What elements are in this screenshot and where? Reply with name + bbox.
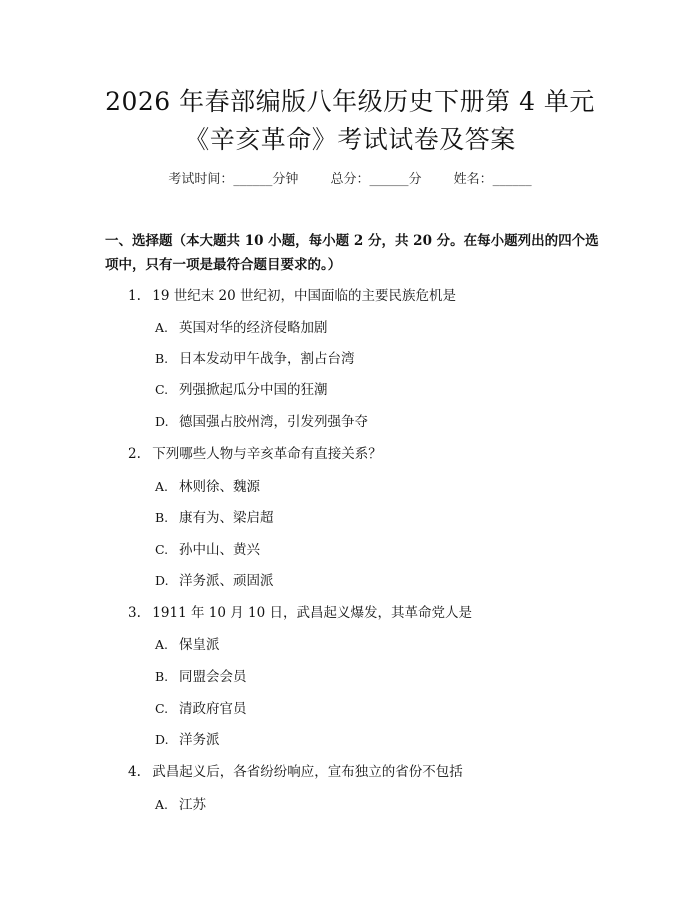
question-2-option-b [155,506,274,526]
option-text: 同盟会会员 [179,669,247,685]
question-2-option-d [155,569,274,589]
option-text: 孙中山、黄兴 [179,542,260,558]
option-text: 德国强占胶州湾，引发列强争夺 [179,414,368,430]
option-letter: A. [155,637,169,652]
option-letter: C. [155,701,169,716]
option-text: 日本发动甲午战争，割占台湾 [179,351,355,367]
question-2-option-c [155,538,260,558]
option-letter: B. [155,351,169,366]
question-2 [128,442,382,462]
option-letter: D. [155,573,169,588]
question-number: 4. [128,764,141,780]
total-score-field: 总分：______分 [330,172,422,187]
question-2-option-a [155,475,260,495]
exam-time-field: 考试时间：______分钟 [168,172,299,187]
question-1-option-b [155,347,355,367]
option-letter: B. [155,669,169,684]
option-text: 洋务派、顽固派 [179,573,274,589]
option-letter: D. [155,732,169,747]
question-1-option-a [155,316,328,336]
option-text: 康有为、梁启超 [179,510,274,526]
question-1 [128,284,456,304]
question-3 [128,601,472,621]
option-letter: A. [155,320,169,335]
question-4 [128,760,463,780]
question-text: 下列哪些人物与辛亥革命有直接关系？ [152,446,382,462]
exam-title-line-2: 《辛亥革命》考试试卷及答案 [184,125,516,154]
option-letter: A. [155,479,169,494]
question-number: 2. [128,446,141,462]
question-3-option-b [155,665,247,685]
option-text: 英国对华的经济侵略加剧 [179,320,328,336]
option-letter: B. [155,510,169,525]
option-letter: D. [155,414,169,429]
question-1-option-d [155,410,368,430]
option-text: 保皇派 [179,637,220,653]
option-text: 洋务派 [179,732,220,748]
question-text: 1911 年 10 月 10 日，武昌起义爆发，其革命党人是 [152,605,472,621]
question-4-option-a [155,793,206,813]
exam-meta [0,168,700,187]
question-text: 武昌起义后，各省纷纷响应，宣布独立的省份不包括 [152,764,463,780]
section-heading: 一、选择题（本大题共 10 小题，每小题 2 分，共 20 分。在每小题列出的四个选项中，只有一项是最符合题目要求的。） [105,233,599,273]
question-3-option-a [155,633,220,653]
option-letter: C. [155,542,169,557]
option-text: 清政府官员 [179,701,247,717]
question-3-option-c [155,697,247,717]
question-text: 19 世纪末 20 世纪初，中国面临的主要民族危机是 [152,288,457,304]
question-number: 3. [128,605,141,621]
option-letter: A. [155,797,169,812]
exam-title-line-1: 2026 年春部编版八年级历史下册第 4 单元 [105,87,595,116]
question-number: 1. [128,288,141,304]
option-text: 列强掀起瓜分中国的狂潮 [179,382,328,398]
option-text: 江苏 [179,797,206,813]
question-1-option-c [155,378,328,398]
question-3-option-d [155,728,220,748]
student-name-field: 姓名：______ [453,172,532,187]
option-letter: C. [155,382,169,397]
option-text: 林则徐、魏源 [179,479,260,495]
